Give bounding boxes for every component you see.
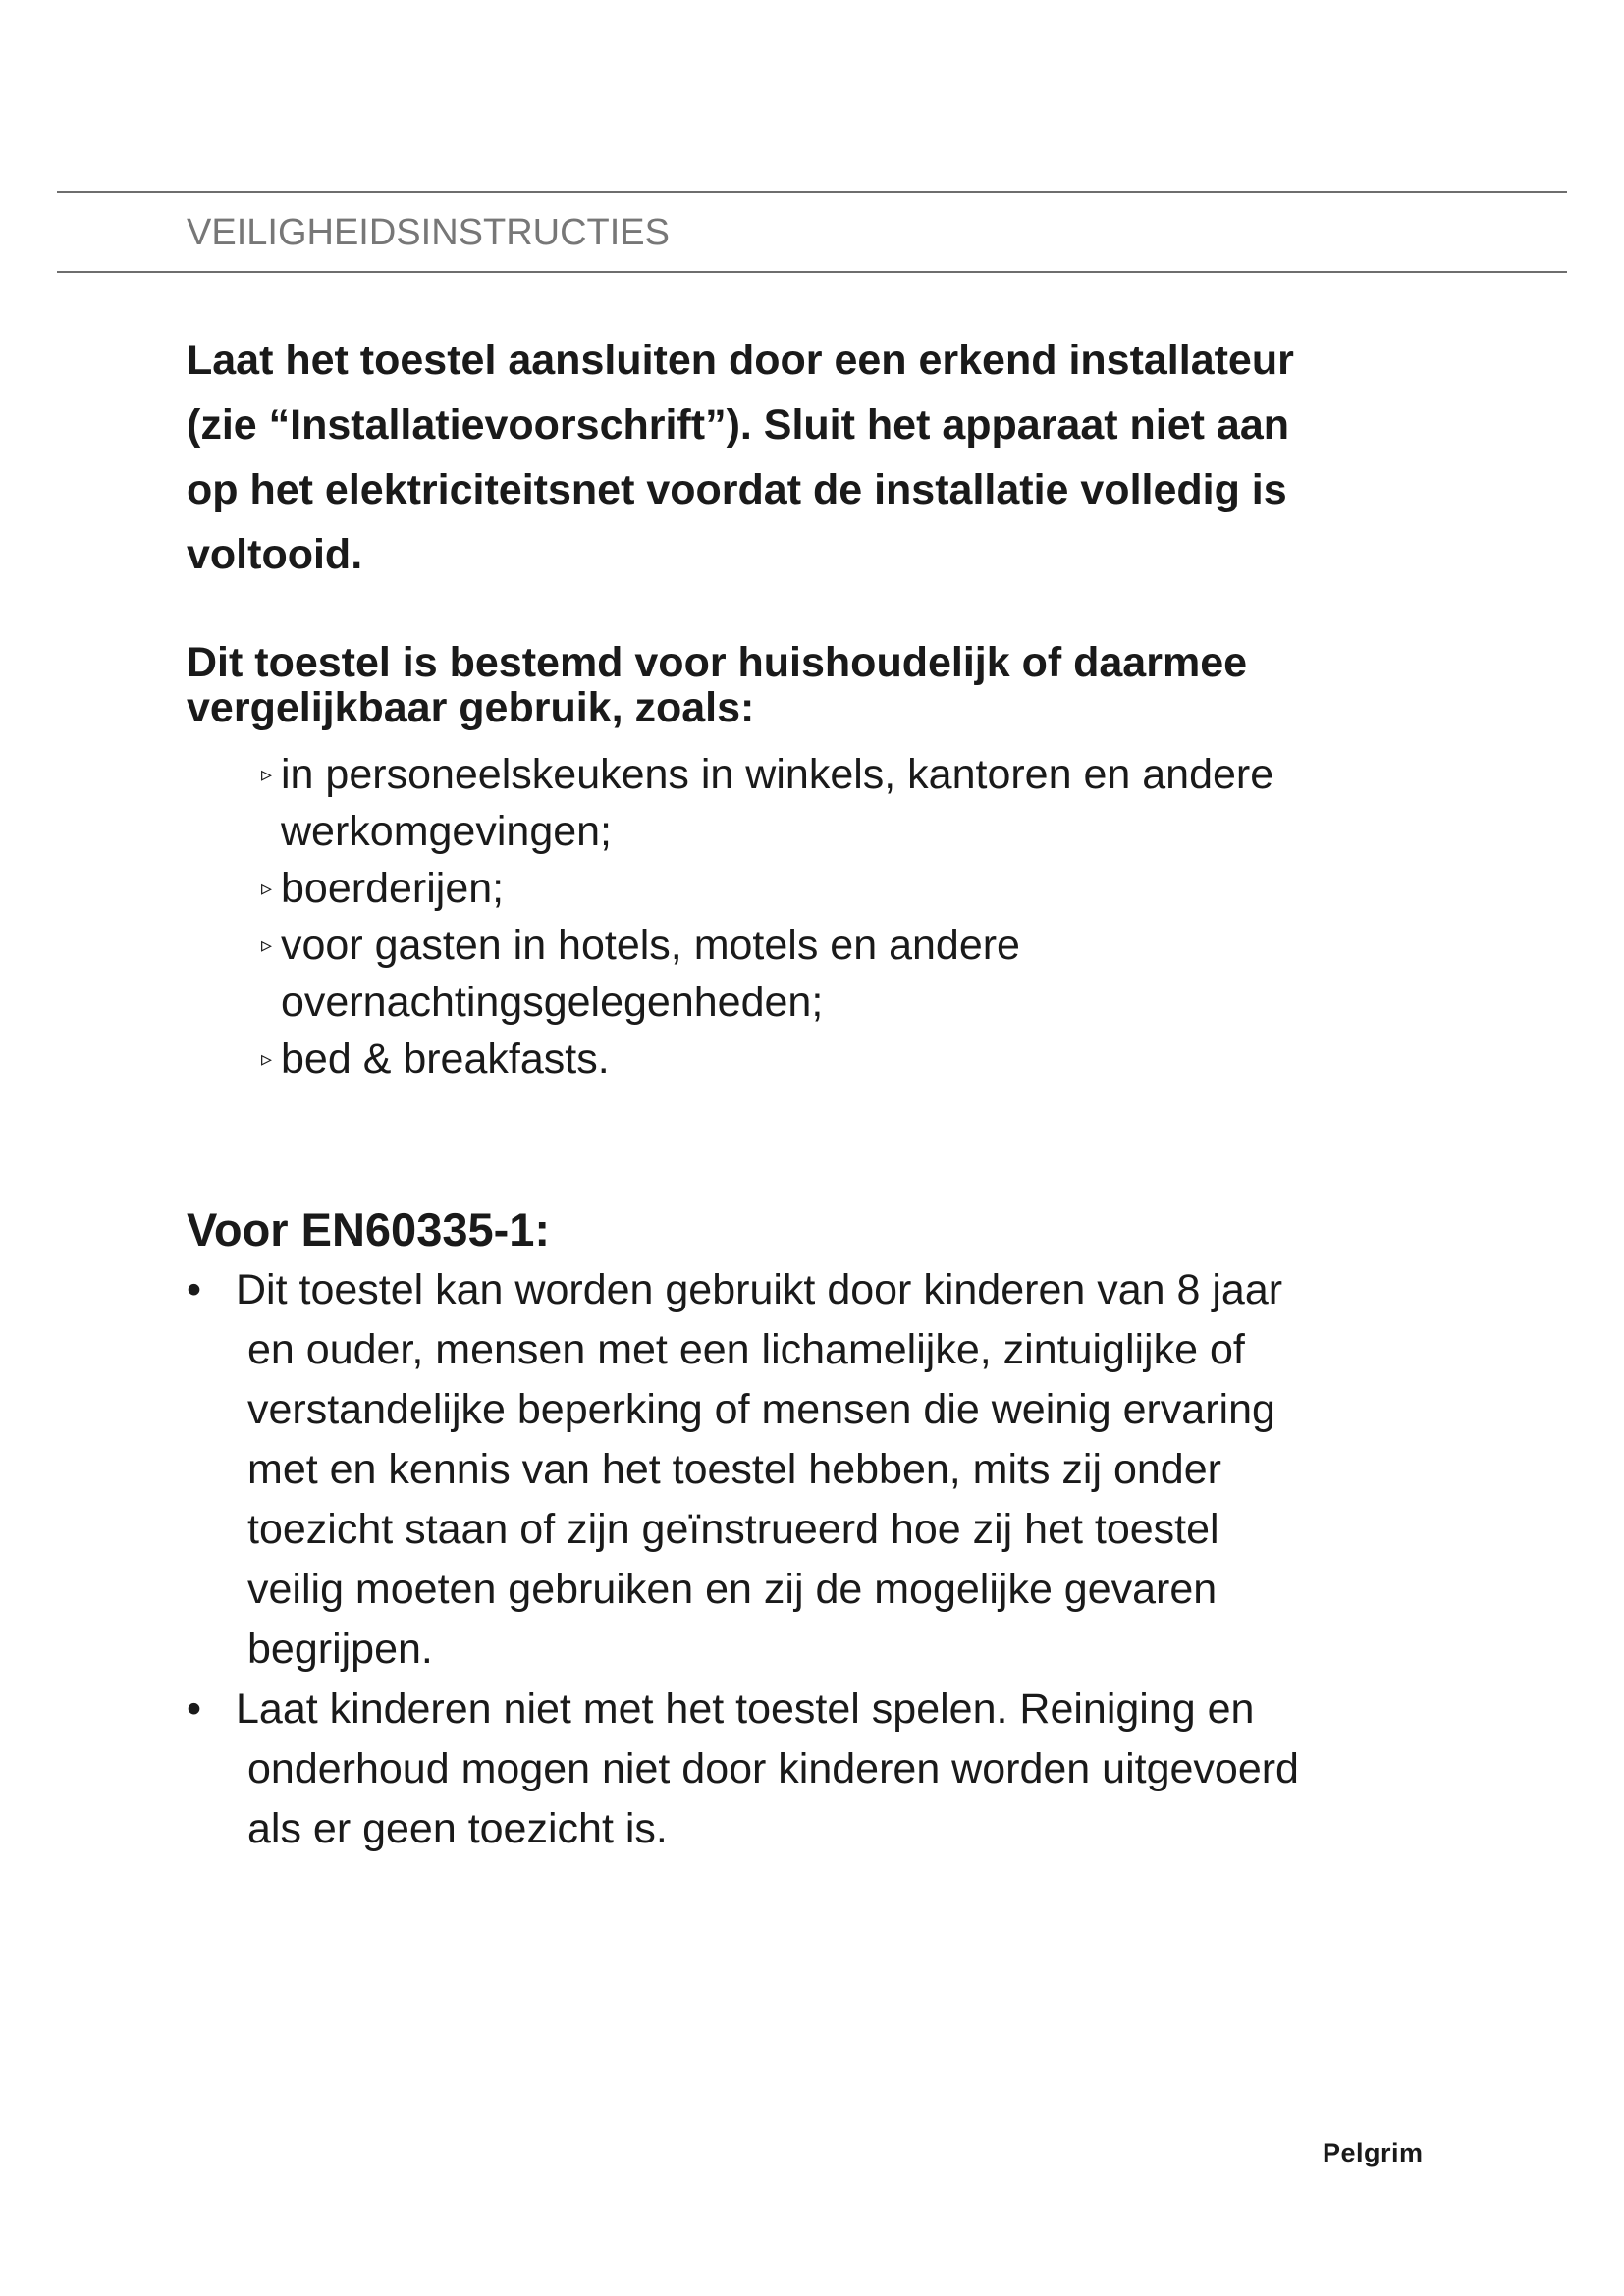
bullet-icon: • xyxy=(187,1266,202,1313)
norm-list-item xyxy=(187,1680,1463,1859)
usage-list xyxy=(257,746,1485,1088)
usage-heading-line: Dit toestel is bestemd voor huishoudelijk of daarmee xyxy=(187,639,1248,686)
usage-item-text: boerderijen; xyxy=(281,865,505,912)
intro-paragraph xyxy=(187,328,1492,587)
usage-heading xyxy=(187,640,1492,730)
norm-list xyxy=(187,1260,1463,1859)
usage-list-item xyxy=(257,746,1485,860)
intro-line: voltooid. xyxy=(187,531,363,578)
usage-heading-line: vergelijkbaar gebruik, zoals: xyxy=(187,684,755,731)
usage-list-item xyxy=(257,1031,1485,1088)
norm-item-text: onderhoud mogen niet door kinderen worden uitgevoerd xyxy=(247,1745,1299,1792)
norm-heading: Voor EN60335-1: xyxy=(187,1203,551,1255)
bullet-icon: • xyxy=(187,1685,202,1733)
usage-list-item xyxy=(257,917,1485,1031)
norm-item-text: Laat kinderen niet met het toestel spelen. Reiniging en xyxy=(236,1685,1255,1733)
intro-line: (zie “Installatievoorschrift”). Sluit het apparaat niet aan xyxy=(187,401,1290,449)
norm-item-text: veilig moeten gebruiken en zij de mogelijke gevaren xyxy=(247,1566,1218,1613)
section-title: VEILIGHEIDSINSTRUCTIES xyxy=(187,212,670,253)
usage-item-text: voor gasten in hotels, motels en andere xyxy=(281,922,1020,969)
intro-line: Laat het toestel aansluiten door een erkend installateur xyxy=(187,337,1294,384)
triangle-bullet-icon: ▹ xyxy=(261,933,273,957)
norm-list-item xyxy=(187,1260,1463,1680)
triangle-bullet-icon: ▹ xyxy=(261,762,273,786)
triangle-bullet-icon: ▹ xyxy=(261,1046,273,1071)
norm-item-text: toezicht staan of zijn geïnstrueerd hoe zij het toestel xyxy=(247,1506,1219,1553)
usage-item-text: werkomgevingen; xyxy=(281,808,613,855)
norm-item-text: Dit toestel kan worden gebruikt door kinderen van 8 jaar xyxy=(236,1266,1283,1313)
norm-item-text: als er geen toezicht is. xyxy=(247,1805,668,1852)
usage-item-text: bed & breakfasts. xyxy=(281,1036,610,1083)
norm-item-text: begrijpen. xyxy=(247,1626,433,1673)
intro-line: op het elektriciteitsnet voordat de installatie volledig is xyxy=(187,466,1287,513)
norm-item-text: verstandelijke beperking of mensen die weinig ervaring xyxy=(247,1386,1275,1433)
pelgrim-logo: Pelgrim xyxy=(1323,2138,1424,2167)
usage-list-item xyxy=(257,860,1485,917)
usage-item-text: in personeelskeukens in winkels, kantoren en andere xyxy=(281,751,1274,798)
norm-item-text: met en kennis van het toestel hebben, mits zij onder xyxy=(247,1446,1221,1493)
usage-item-text: overnachtingsgelegenheden; xyxy=(281,979,824,1026)
header-top-rule xyxy=(57,191,1567,193)
triangle-bullet-icon: ▹ xyxy=(261,876,273,900)
norm-item-text: en ouder, mensen met een lichamelijke, zintuiglijke of xyxy=(247,1326,1245,1373)
header-bottom-rule xyxy=(57,271,1567,273)
